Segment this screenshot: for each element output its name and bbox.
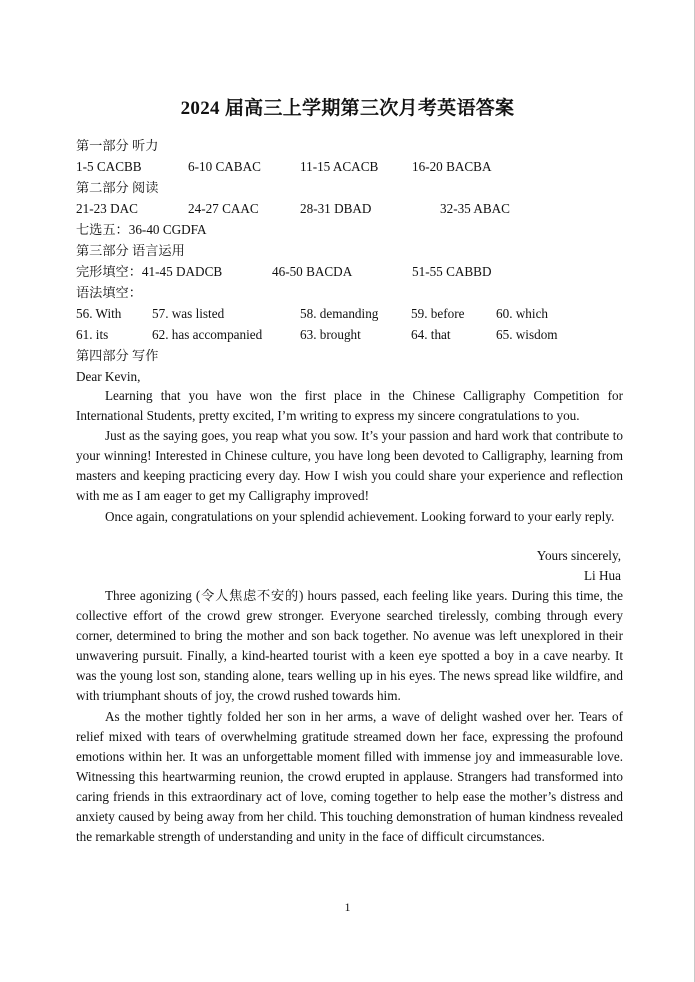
letter-closing: Yours sincerely, — [536, 548, 621, 563]
part3-heading: 第三部分 语言运用 — [76, 243, 185, 258]
story-continuation — [76, 586, 623, 847]
part1-heading: 第一部分 听力 — [76, 138, 159, 153]
letter-body — [76, 386, 623, 527]
letter-greeting: Dear Kevin, — [76, 369, 141, 384]
letter-paragraph: Learning that you have won the first place in the Chinese Calligraphy Competition for International Students, pretty excited, I’m writing to express my sincere congratulations to you. — [76, 388, 623, 424]
answer-group: 21-23 DAC — [76, 201, 138, 216]
grammar-answer: 64. that — [411, 327, 451, 342]
grammar-answer: 63. brought — [300, 327, 361, 342]
story-paragraph: As the mother tightly folded her son in her arms, a wave of delight washed over her. Tears of relief mixed with tears of overwhelming gratitude streamed down her face, expressing the profound emotions within her. It was an unforgettable moment filled with immense joy and immeasurable love. Witnessing this heartwarming reunion, the crowd erupted in applause. Strangers had transformed into caring friends in this extraordinary act of love, coming together to help ease the mother’s distress and anxiety caused by being away from her child. This touching demonstration of human kindness revealed the remarkable strength of understanding and unity in the face of difficult circumstances. — [76, 708, 623, 845]
cloze-label: 完形填空：41-45 DADCB — [76, 264, 223, 279]
answer-group: 11-15 ACACB — [300, 159, 379, 174]
answer-group: 24-27 CAAC — [188, 201, 259, 216]
answer-group: 46-50 BACDA — [272, 264, 353, 279]
story-paragraph: Three agonizing (令人焦虑不安的) hours passed, each feeling like years. During this time, the collective effort of the crowd grew stronger. Everyone searched tirelessly, combing through every corner, determined to bring the mother and son back together. No avenue was left unexplored in their unwavering pursuit. Finally, a kind-hearted tourist with a keen eye spotted a boy in a cave nearby. It was the young lost son, standing alone, tears welling up in his eyes. The news spread like wildfire, and with triumphant shouts of joy, the crowd rushed towards him. — [76, 588, 623, 704]
grammar-answer: 65. wisdom — [496, 327, 558, 342]
answer-group: 51-55 CABBD — [412, 264, 492, 279]
answer-group: 6-10 CABAC — [188, 159, 261, 174]
part2-heading: 第二部分 阅读 — [76, 180, 159, 195]
seven-choose-five: 七选五：36-40 CGDFA — [76, 222, 207, 237]
grammar-answer: 58. demanding — [300, 306, 379, 321]
answer-group: 1-5 CACBB — [76, 159, 142, 174]
grammar-answer: 61. its — [76, 327, 109, 342]
document-title: 2024 届高三上学期第三次月考英语答案 — [180, 98, 515, 119]
grammar-answer: 59. before — [411, 306, 465, 321]
letter-signature: Li Hua — [584, 568, 621, 583]
answer-group: 28-31 DBAD — [300, 201, 372, 216]
grammar-answer: 60. which — [496, 306, 549, 321]
page-number: 1 — [344, 900, 351, 914]
answer-group: 32-35 ABAC — [440, 201, 510, 216]
part4-heading: 第四部分 写作 — [76, 348, 159, 363]
grammar-answer: 57. was listed — [152, 306, 225, 321]
grammar-answer: 56. With — [76, 306, 122, 321]
grammar-answer: 62. has accompanied — [152, 327, 263, 342]
letter-paragraph: Once again, congratulations on your splendid achievement. Looking forward to your early reply. — [105, 508, 615, 524]
answer-group: 16-20 BACBA — [412, 159, 492, 174]
grammar-label: 语法填空： — [76, 285, 142, 300]
letter-paragraph: Just as the saying goes, you reap what you sow. It’s your passion and hard work that contribute to your winning! Interested in Chinese culture, you have long been devoted to Calligraphy, learning from masters and keeping practicing every day. How I wish you could share your experience and reflection with me as I am eager to get my Calligraphy improved! — [76, 428, 623, 504]
